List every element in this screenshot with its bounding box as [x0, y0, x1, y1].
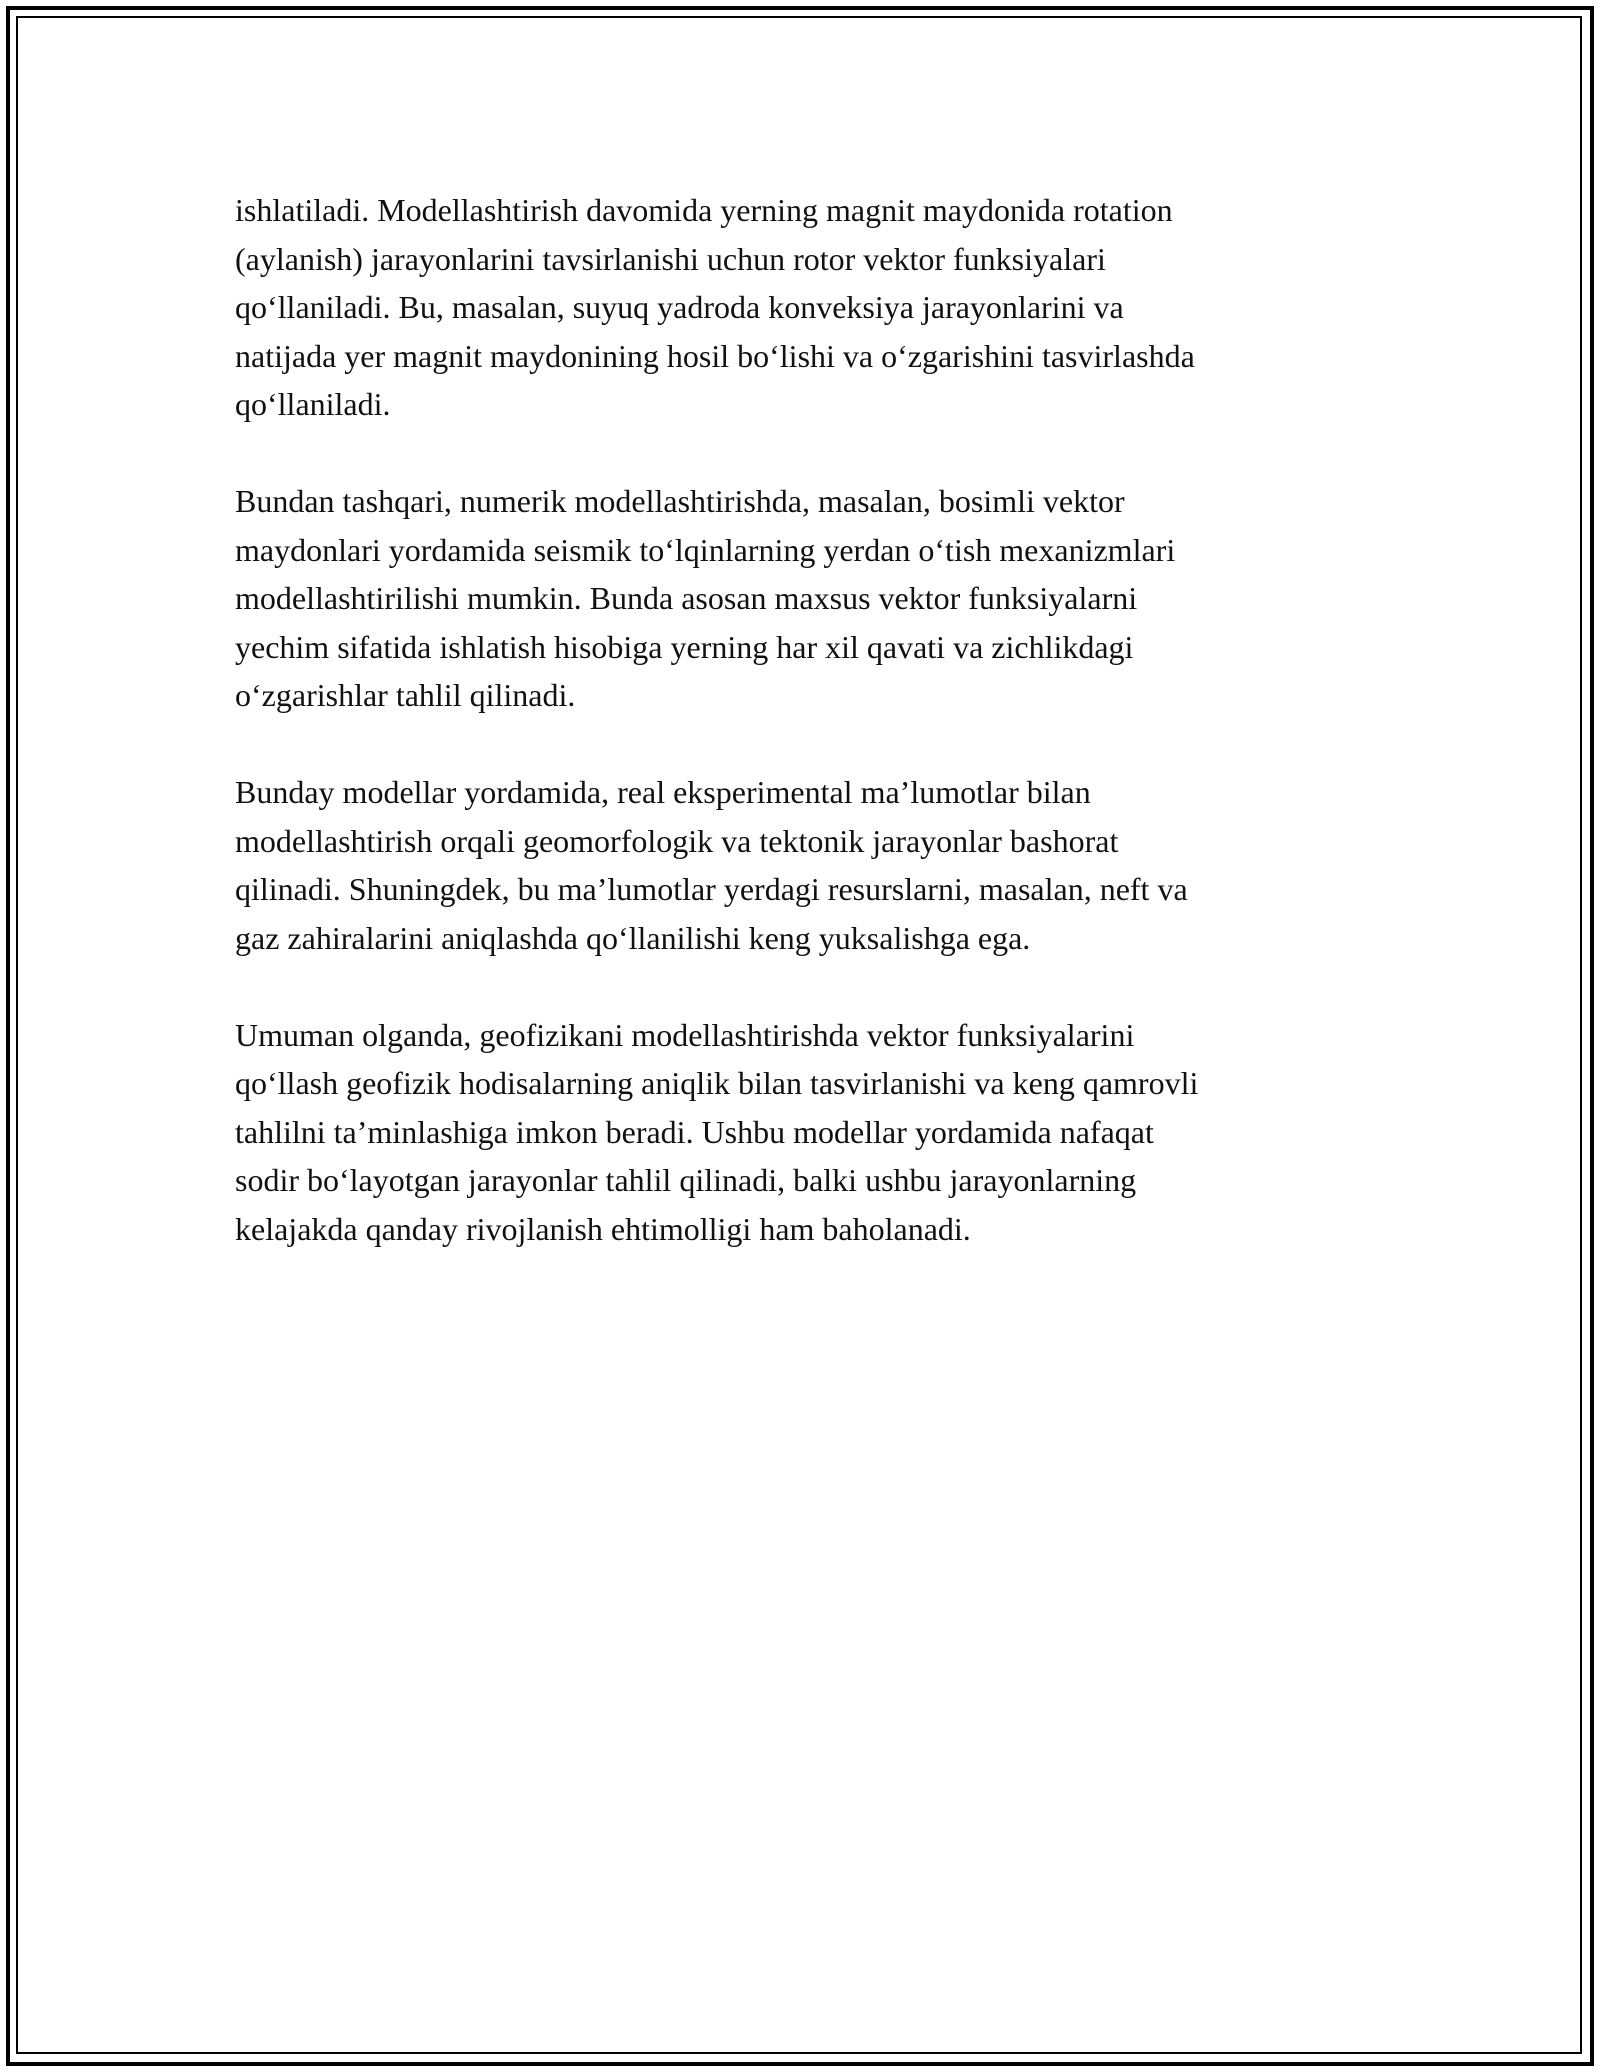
text-line: modellashtirish orqali geomorfologik va tektonik jarayonlar bashorat	[235, 822, 1119, 859]
text-line: kelajakda qanday rivojlanish ehtimolligi ham baholanadi.	[235, 1210, 971, 1247]
text-line: maydonlari yordamida seismik to‘lqinlarning yerdan o‘tish mexanizmlari	[235, 531, 1176, 568]
document-body	[235, 186, 1355, 1302]
text-line: (aylanish) jarayonlarini tavsirlanishi uchun rotor vektor funksiyalari	[235, 240, 1106, 277]
paragraph-4	[235, 1011, 1355, 1254]
text-line: qilinadi. Shuningdek, bu ma’lumotlar yerdagi resurslarni, masalan, neft va	[235, 871, 1188, 907]
text-line: Bunday modellar yordamida, real eksperimental ma’lumotlar bilan	[235, 774, 1091, 810]
text-line: Bundan tashqari, numerik modellashtirishda, masalan, bosimli vektor	[235, 483, 1125, 519]
text-line: qo‘llash geofizik hodisalarning aniqlik bilan tasvirlanishi va keng qamrovli	[235, 1065, 1199, 1101]
paragraph-2	[235, 477, 1355, 720]
text-line: qo‘llaniladi.	[235, 386, 391, 422]
paragraph-1	[235, 186, 1355, 429]
text-line: sodir bo‘layotgan jarayonlar tahlil qilinadi, balki ushbu jarayonlarning	[235, 1162, 1137, 1198]
text-line: modellashtirilishi mumkin. Bunda asosan maxsus vektor funksiyalarni	[235, 580, 1138, 616]
text-line: ishlatiladi. Modellashtirish davomida yerning magnit maydonida rotation	[235, 192, 1173, 228]
text-line: natijada yer magnit maydonining hosil bo‘lishi va o‘zgarishini tasvirlashda	[235, 337, 1195, 374]
text-line: gaz zahiralarini aniqlashda qo‘llanilishi keng yuksalishga ega.	[235, 919, 1031, 956]
text-line: o‘zgarishlar tahlil qilinadi.	[235, 677, 576, 713]
paragraph-3	[235, 768, 1355, 962]
text-line: qo‘llaniladi. Bu, masalan, suyuq yadroda konveksiya jarayonlarini va	[235, 289, 1124, 325]
text-line: tahlilni ta’minlashiga imkon beradi. Ushbu modellar yordamida nafaqat	[235, 1113, 1154, 1150]
text-line: Umuman olganda, geofizikani modellashtirishda vektor funksiyalarini	[235, 1016, 1135, 1053]
text-line: yechim sifatida ishlatish hisobiga yerning har xil qavati va zichlikdagi	[235, 628, 1134, 665]
